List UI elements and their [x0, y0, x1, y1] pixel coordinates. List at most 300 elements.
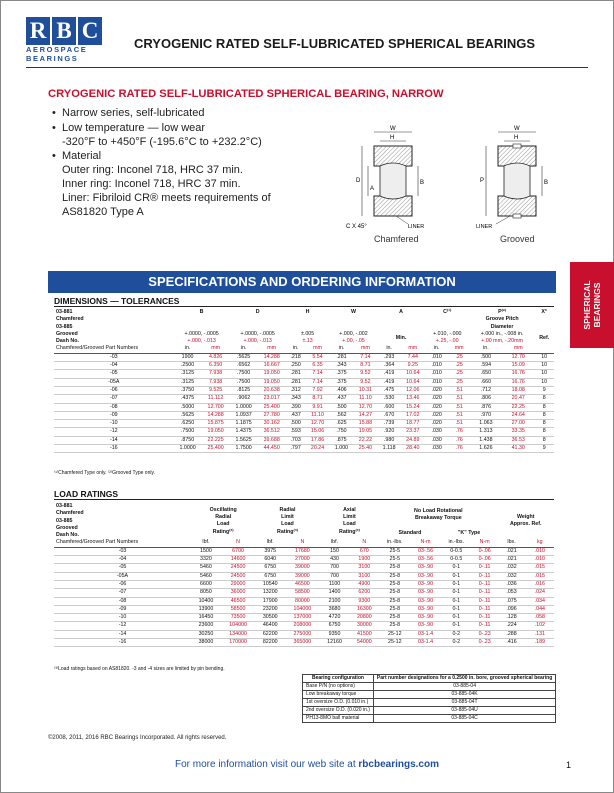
part-number-cell: 03-885-04C: [373, 715, 555, 723]
weight-head: Approx. Ref.: [509, 521, 542, 528]
table-cell: 24.89: [401, 436, 425, 444]
table-cell: 73500: [221, 614, 256, 622]
unit-n: N: [349, 539, 379, 547]
col-head-p: P⁽²⁾: [498, 309, 507, 315]
dash-number-cell: -09: [54, 411, 174, 419]
table-cell: 16.76: [502, 378, 534, 386]
table-cell: 30250: [191, 630, 221, 638]
table-cell: .530: [377, 395, 400, 403]
table-cell: 0-.23: [472, 639, 498, 647]
table-cell: .406: [330, 386, 354, 394]
rbc-logo: [26, 17, 120, 65]
table-row: [54, 630, 554, 638]
dash-col-head: Dash No.: [56, 338, 79, 345]
table-cell: .970: [470, 411, 502, 419]
feature-text: Narrow series, self-lubricated: [62, 107, 205, 119]
table-cell: 15.06: [306, 428, 330, 436]
table-cell: 12.70: [353, 403, 377, 411]
dash-col-head: Dash No.: [56, 532, 79, 539]
config-cell: Low breakaway torque: [303, 691, 374, 699]
table-cell: .218: [286, 353, 306, 361]
dim-label-h: H: [390, 135, 395, 141]
weight-head: Weight: [516, 513, 535, 520]
part-designation-table: [302, 674, 556, 723]
unit-inlbs: in.-lbs.: [441, 539, 472, 547]
table-cell: 19.050: [258, 378, 286, 386]
table-row: [54, 378, 554, 386]
table-cell: .650: [470, 370, 502, 378]
osc-head: Rating⁽³⁾: [212, 528, 234, 535]
col-head-h: H: [305, 309, 310, 315]
table-cell: 3100: [349, 564, 379, 572]
unit-row-label: Chamfered/Grooved Part Numbers: [54, 345, 174, 353]
table-cell: 6750: [320, 622, 350, 630]
table-cell: 13900: [191, 605, 221, 613]
table-cell: 6700: [221, 547, 256, 555]
table-cell: .25: [449, 370, 470, 378]
table-cell: 6.350: [202, 362, 230, 370]
website-link[interactable]: rbcbearings.com: [358, 759, 439, 770]
logo-letter: R: [26, 17, 50, 45]
table-cell: 25.40: [353, 445, 377, 453]
dimensions-divider: [54, 306, 554, 307]
table-row: [54, 597, 554, 605]
table-cell: 23.37: [401, 428, 425, 436]
table-cell: 46500: [221, 597, 256, 605]
tol-mm: +.000, -.013: [243, 338, 272, 345]
side-tab-line: BEARINGS: [592, 282, 602, 328]
table-cell: 19.050: [258, 370, 286, 378]
table-cell: 03-1.4: [410, 639, 440, 647]
table-cell: .6562: [230, 362, 258, 370]
table-cell: 1.5625: [230, 436, 258, 444]
table-cell: 23200: [255, 605, 285, 613]
table-cell: 03-.56: [410, 547, 440, 555]
table-cell: 15.875: [202, 420, 230, 428]
table-cell: 03-.56: [410, 556, 440, 564]
table-cell: 19.050: [202, 428, 230, 436]
page-number: 1: [566, 760, 572, 770]
table-cell: 12.700: [202, 403, 230, 411]
dimensions-footnote: ⁽¹⁾Chamfered Type only. ⁽²⁾Grooved Type only.: [54, 470, 155, 476]
table-cell: .015: [526, 564, 554, 572]
desig-head-config: Bearing configuration: [303, 675, 374, 683]
table-cell: 6200: [349, 589, 379, 597]
table-cell: 39000: [285, 572, 320, 580]
table-cell: 9.525: [202, 386, 230, 394]
table-cell: .660: [470, 378, 502, 386]
unit-in: in.: [425, 345, 449, 353]
table-cell: 9300: [349, 597, 379, 605]
table-cell: .51: [449, 395, 470, 403]
table-cell: 10: [534, 353, 554, 361]
table-cell: 9.25: [401, 362, 425, 370]
table-row: [54, 386, 554, 394]
dash-number-cell: -14: [54, 436, 174, 444]
unit-mm: mm: [502, 345, 534, 353]
dash-number-cell: -08: [54, 597, 191, 605]
tol-in: +.000 in., -.008 in.: [480, 330, 524, 337]
table-cell: 4900: [349, 580, 379, 588]
desig-head-part: Part number designations for a 0.2500 in. bore, grooved spherical bearing: [373, 675, 555, 683]
torque-head: Breakaway Torque: [414, 515, 462, 522]
table-cell: .797: [286, 445, 306, 453]
copyright: ©2008, 2011, 2016 RBC Bearings Incorporated. All rights reserved.: [48, 735, 227, 741]
dash-col-head: Grooved: [56, 330, 78, 337]
table-cell: .058: [526, 614, 554, 622]
table-cell: 4.826: [202, 353, 230, 361]
dim-label-b: B: [544, 180, 549, 186]
table-cell: 03-.90: [410, 597, 440, 605]
table-cell: 30000: [349, 622, 379, 630]
table-cell: 19.05: [353, 428, 377, 436]
grooved-caption: Grooved: [500, 234, 535, 244]
tol-mm: +.000, -.013: [187, 338, 216, 345]
table-cell: 8: [534, 403, 554, 411]
table-cell: .375: [330, 370, 354, 378]
unit-nm: N-m: [410, 539, 440, 547]
dash-number-cell: -05: [54, 564, 191, 572]
table-cell: 0-.11: [472, 597, 498, 605]
table-cell: 0-.11: [472, 605, 498, 613]
dash-number-cell: -03: [54, 353, 174, 361]
table-cell: 7.14: [306, 378, 330, 386]
dash-number-cell: -04: [54, 362, 174, 370]
product-subtitle: CRYOGENIC RATED SELF-LUBRICATED SPHERICAL BEARING, NARROW: [48, 88, 444, 100]
unit-kg: kg: [526, 539, 554, 547]
dash-number-cell: -05A: [54, 378, 174, 386]
torque-k-head: "K" Type: [457, 529, 481, 536]
table-cell: 22.22: [353, 436, 377, 444]
table-row: [54, 428, 554, 436]
table-cell: 0-1: [441, 572, 472, 580]
dash-number-cell: -09: [54, 605, 191, 613]
table-cell: 10.31: [353, 386, 377, 394]
table-row: [303, 707, 556, 715]
table-cell: 30.162: [258, 420, 286, 428]
page-title: CRYOGENIC RATED SELF-LUBRICATED SPHERICAL BEARINGS: [134, 36, 536, 51]
part-number-cell: 03-885-04: [373, 683, 555, 691]
dim-label-b: B: [420, 180, 425, 186]
p-subhead: Diameter: [490, 323, 514, 330]
table-row: [54, 572, 554, 580]
table-cell: 150: [320, 547, 350, 555]
table-cell: 6.35: [306, 362, 330, 370]
table-cell: .980: [377, 436, 400, 444]
table-cell: .343: [330, 362, 354, 370]
dash-number-cell: -12: [54, 622, 191, 630]
logo-letters: [26, 17, 120, 45]
table-cell: .500: [286, 420, 306, 428]
dash-number-cell: -16: [54, 639, 191, 647]
table-cell: 0-1: [441, 597, 472, 605]
table-cell: 29000: [221, 580, 256, 588]
table-row: [54, 589, 554, 597]
dash-number-cell: -14: [54, 630, 191, 638]
table-cell: 30500: [255, 614, 285, 622]
liner-label: LINER: [408, 224, 425, 230]
table-row: [54, 395, 554, 403]
table-cell: 700: [320, 564, 350, 572]
table-cell: .010: [425, 353, 449, 361]
table-cell: 5.54: [306, 353, 330, 361]
axial-head: Rating⁽³⁾: [339, 528, 360, 535]
table-cell: 1.7500: [230, 445, 258, 453]
table-cell: 12.06: [401, 386, 425, 394]
config-cell: Base P/N (no options): [303, 683, 374, 691]
tol-mm: ±.13: [302, 338, 313, 345]
table-cell: 9: [534, 386, 554, 394]
table-cell: 0-.11: [472, 614, 498, 622]
unit-in: in.: [286, 345, 306, 353]
logo-letter: C: [78, 17, 102, 45]
table-cell: 7.938: [202, 370, 230, 378]
table-cell: 9350: [320, 630, 350, 638]
dim-label-a: A: [370, 186, 375, 192]
table-cell: .010: [526, 547, 554, 555]
table-cell: .128: [497, 614, 525, 622]
table-cell: .032: [497, 564, 525, 572]
osc-head: Oscillating: [209, 506, 237, 513]
table-cell: 9.52: [353, 370, 377, 378]
table-cell: 0-.11: [472, 572, 498, 580]
osc-head: Radial: [215, 513, 232, 520]
table-cell: .703: [286, 436, 306, 444]
table-cell: 0-0.5: [441, 547, 472, 555]
table-cell: 14.27: [353, 411, 377, 419]
table-cell: 6600: [191, 580, 221, 588]
website-line: [0, 759, 614, 770]
unit-lbf: lbf.: [191, 539, 221, 547]
unit-lbf: lbf.: [255, 539, 285, 547]
table-cell: .3750: [174, 386, 202, 394]
unit-mm: mm: [258, 345, 286, 353]
table-cell: 8: [534, 428, 554, 436]
table-cell: 62200: [255, 630, 285, 638]
table-cell: 6040: [255, 556, 285, 564]
table-cell: .500: [470, 353, 502, 361]
table-cell: 700: [320, 572, 350, 580]
table-cell: 10: [534, 378, 554, 386]
table-cell: 27.780: [258, 411, 286, 419]
feature-text: -320°F to +450°F (-195.6°C to +232.2°C): [62, 135, 262, 148]
table-row: [54, 556, 554, 564]
table-cell: 23.017: [258, 395, 286, 403]
table-row: [54, 605, 554, 613]
table-cell: 39.688: [258, 436, 286, 444]
dim-label-w: W: [514, 126, 520, 132]
table-cell: 1.118: [377, 445, 400, 453]
table-cell: 10400: [191, 597, 221, 605]
table-cell: 0-.06: [472, 556, 498, 564]
table-row: [54, 436, 554, 444]
table-cell: 6750: [255, 564, 285, 572]
table-cell: 54000: [349, 639, 379, 647]
table-cell: 25-8: [379, 605, 410, 613]
table-cell: .010: [526, 556, 554, 564]
table-cell: 8.71: [353, 362, 377, 370]
col-head-w: W: [350, 309, 356, 315]
tol-in: +.010, -.000: [433, 330, 462, 337]
table-cell: 18.77: [401, 420, 425, 428]
table-cell: 7.14: [306, 370, 330, 378]
table-cell: 39000: [285, 564, 320, 572]
table-row: [303, 691, 556, 699]
part-number-cell: 03-885-04U: [373, 707, 555, 715]
table-cell: 10: [534, 362, 554, 370]
table-cell: .281: [330, 353, 354, 361]
load-ratings-footnote: ⁽³⁾Load ratings based on AS81820. -3 and -4 sizes are limited by pin bending.: [54, 666, 225, 672]
dim-label-d: D: [356, 178, 361, 184]
table-cell: .250: [286, 362, 306, 370]
table-cell: 0-1: [441, 589, 472, 597]
table-cell: 25-12: [379, 630, 410, 638]
table-cell: .3125: [174, 370, 202, 378]
table-cell: .343: [286, 395, 306, 403]
website-prefix: For more information visit our web site at: [175, 759, 359, 770]
table-row: [303, 715, 556, 723]
table-cell: 20800: [349, 614, 379, 622]
table-cell: .102: [526, 622, 554, 630]
table-cell: 12160: [320, 639, 350, 647]
table-cell: 170000: [221, 639, 256, 647]
table-cell: 0-1: [441, 605, 472, 613]
table-cell: 1400: [320, 589, 350, 597]
table-cell: 1.438: [470, 436, 502, 444]
table-cell: 36000: [221, 589, 256, 597]
feature-list: [52, 107, 342, 220]
dash-col-head: 03-885: [56, 323, 73, 330]
table-cell: 0-2: [441, 639, 472, 647]
dimensions-table: [54, 309, 554, 453]
table-cell: 1.1875: [230, 420, 258, 428]
table-cell: .075: [497, 597, 525, 605]
unit-in: in.: [230, 345, 258, 353]
unit-in: in.: [330, 345, 354, 353]
logo-letter: B: [52, 17, 76, 45]
table-cell: .131: [526, 630, 554, 638]
table-cell: 16.667: [258, 362, 286, 370]
table-cell: .76: [449, 436, 470, 444]
table-cell: .010: [425, 362, 449, 370]
table-cell: 7.14: [353, 353, 377, 361]
logo-line-bearings: BEARINGS: [26, 54, 79, 63]
table-cell: .25: [449, 353, 470, 361]
table-cell: .437: [330, 395, 354, 403]
table-cell: 7.92: [306, 386, 330, 394]
table-cell: .625: [330, 420, 354, 428]
table-cell: .416: [497, 639, 525, 647]
table-cell: 10540: [255, 580, 285, 588]
table-cell: .375: [330, 378, 354, 386]
table-cell: .288: [497, 630, 525, 638]
table-cell: 58500: [221, 605, 256, 613]
table-row: [303, 699, 556, 707]
unit-in: in.: [377, 345, 400, 353]
dash-number-cell: -06: [54, 580, 191, 588]
table-cell: 25-8: [379, 614, 410, 622]
table-cell: 03-.90: [410, 605, 440, 613]
table-cell: .806: [470, 395, 502, 403]
table-cell: 0-1: [441, 622, 472, 630]
table-cell: 33.35: [502, 428, 534, 436]
table-cell: .020: [425, 411, 449, 419]
table-cell: 03-.90: [410, 614, 440, 622]
dimensions-heading: DIMENSIONS — TOLERANCES: [54, 296, 180, 306]
table-cell: 11.112: [202, 395, 230, 403]
table-cell: 5460: [191, 564, 221, 572]
table-cell: 1.4375: [230, 428, 258, 436]
table-cell: 20.47: [502, 395, 534, 403]
section-side-tab: [570, 262, 614, 348]
table-cell: .390: [286, 403, 306, 411]
feature-text: • Material: [62, 150, 102, 163]
table-cell: .312: [286, 386, 306, 394]
config-cell: 1st oversize O.D. (0.010 in.): [303, 699, 374, 707]
rad-head: Load: [281, 521, 294, 528]
table-cell: .8750: [174, 436, 202, 444]
table-cell: .030: [425, 428, 449, 436]
unit-inlbs: in.-lbs.: [379, 539, 410, 547]
table-cell: .032: [497, 572, 525, 580]
part-number-cell: 03-885-04T: [373, 699, 555, 707]
feature-item: [52, 122, 342, 150]
table-cell: .044: [526, 605, 554, 613]
table-cell: 44.450: [258, 445, 286, 453]
table-cell: 03-.90: [410, 580, 440, 588]
dash-number-cell: -03: [54, 547, 191, 555]
table-cell: 1100: [320, 580, 350, 588]
table-cell: .419: [377, 370, 400, 378]
table-row: [54, 411, 554, 419]
table-cell: 0-2: [441, 630, 472, 638]
tol-mm: +.00 mm, -.20mm: [481, 338, 523, 345]
load-ratings-divider: [54, 499, 554, 500]
dash-number-cell: -04: [54, 556, 191, 564]
table-cell: 365000: [285, 639, 320, 647]
table-cell: 13.46: [401, 395, 425, 403]
table-row: [54, 445, 554, 453]
table-cell: .5000: [174, 403, 202, 411]
part-number-cell: 03-885-04K: [373, 691, 555, 699]
table-cell: 137000: [285, 614, 320, 622]
table-cell: 8: [534, 411, 554, 419]
table-cell: 208000: [285, 622, 320, 630]
grooved-bearing-diagram: [456, 124, 566, 244]
dim-label-cx45: C X 45°: [346, 224, 367, 230]
feature-text: AS81820 Type A: [62, 205, 144, 218]
dash-number-cell: -05A: [54, 572, 191, 580]
table-cell: 104000: [221, 622, 256, 630]
table-cell: .010: [425, 370, 449, 378]
liner-label: LINER: [476, 224, 493, 230]
table-cell: 24500: [221, 572, 256, 580]
table-cell: 25-5: [379, 556, 410, 564]
table-cell: 11.10: [306, 411, 330, 419]
table-cell: 25-8: [379, 597, 410, 605]
table-cell: 38000: [191, 639, 221, 647]
table-cell: 46500: [285, 580, 320, 588]
table-cell: .76: [449, 445, 470, 453]
unit-mm: mm: [353, 345, 377, 353]
table-cell: 24.64: [502, 411, 534, 419]
table-cell: 25-8: [379, 622, 410, 630]
col-head-x: X°: [541, 309, 548, 315]
tol-in: +.0000, -.0005: [240, 330, 275, 337]
table-cell: 8: [534, 420, 554, 428]
part-designation-body: [303, 683, 556, 723]
table-cell: 25-8: [379, 580, 410, 588]
